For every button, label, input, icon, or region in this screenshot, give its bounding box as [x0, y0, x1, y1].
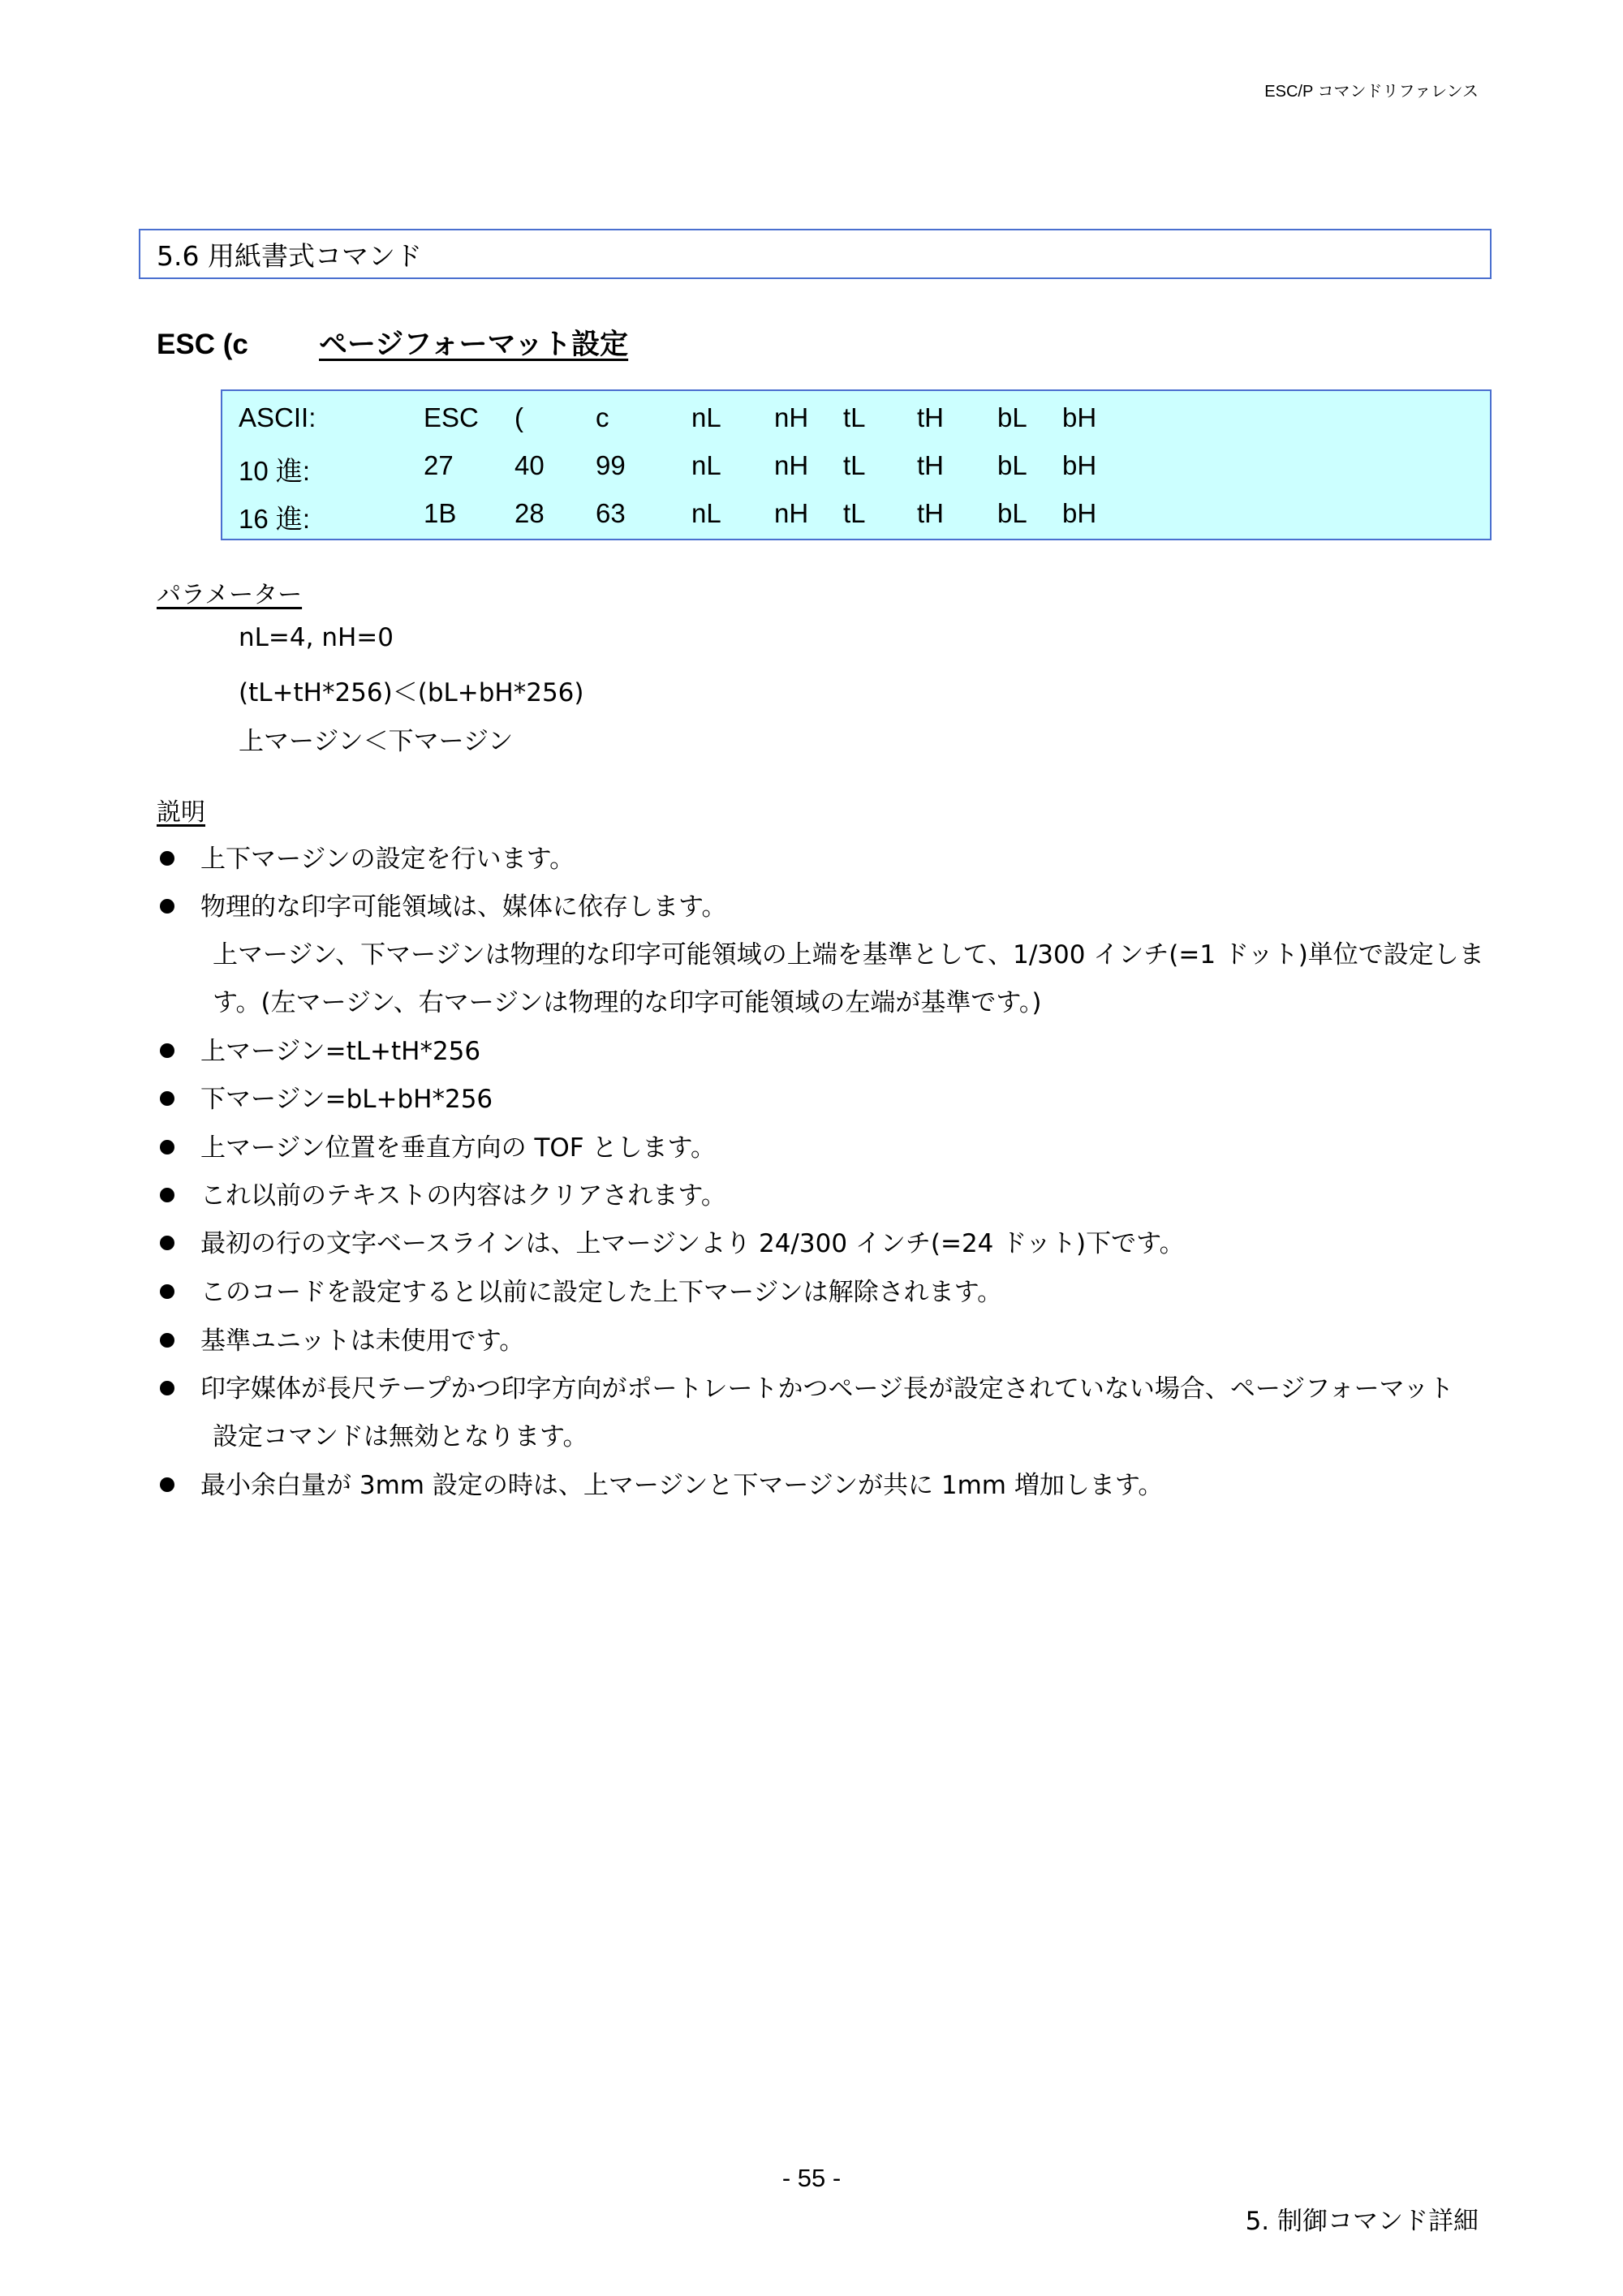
code-cell: ( [514, 402, 523, 432]
bullet-icon [160, 1284, 174, 1299]
code-cell: 40 [514, 450, 545, 480]
list-item [157, 1030, 480, 1067]
bullet-icon [160, 1381, 174, 1395]
bullet-icon [160, 1188, 174, 1202]
parameter-line: 上マージン＜下マージン [239, 727, 514, 756]
code-cell: 27 [424, 450, 454, 480]
code-cell: tL [843, 402, 866, 432]
code-cell: 63 [596, 498, 626, 528]
list-item-text: 最小余白量が 3mm 設定の時は、上マージンと下マージンが共に 1mm 増加します。 [200, 1471, 1164, 1500]
bullet-icon [160, 1140, 174, 1154]
description-heading: 説明 [157, 798, 205, 827]
code-cell: bL [997, 450, 1027, 480]
bullet-icon [160, 1333, 174, 1348]
bullet-icon [160, 1477, 174, 1492]
list-item-text: これ以前のテキストの内容はクリアされます。 [200, 1181, 726, 1210]
code-cell: tH [917, 450, 944, 480]
list-item [157, 1368, 1453, 1404]
parameters-heading: パラメーター [157, 581, 303, 609]
list-item [157, 1320, 524, 1357]
bullet-icon [160, 1043, 174, 1058]
bullet-icon [160, 851, 174, 866]
code-cell: nH [774, 402, 809, 432]
code-cell: tL [843, 498, 866, 528]
code-cell: bH [1062, 450, 1097, 480]
code-cell: 1B [424, 498, 457, 528]
command-name: ページフォーマット設定 [319, 329, 629, 361]
list-item-text: 最初の行の文字ベースラインは、上マージンより 24/300 インチ(=24 ドット)下です。 [200, 1229, 1185, 1258]
section-heading-box [139, 229, 1492, 279]
list-item [157, 1078, 493, 1115]
code-cell: tH [917, 402, 944, 432]
list-item-text: このコードを設定すると以前に設定した上下マージンは解除されます。 [200, 1278, 1003, 1307]
command-title [157, 322, 628, 363]
list-item [157, 1175, 726, 1211]
list-item [157, 1127, 716, 1163]
section-title: 5.6 用紙書式コマンド [157, 239, 422, 272]
command-code: ESC (c [157, 329, 248, 360]
code-cell: 99 [596, 450, 626, 480]
list-item-text: 上下マージンの設定を行います。 [200, 845, 575, 874]
page-number: - 55 - [781, 2164, 842, 2192]
code-row-label: 16 進: [239, 504, 311, 534]
list-item-text: 下マージン=bL+bH*256 [200, 1085, 493, 1114]
code-row-label: ASCII: [239, 402, 316, 432]
list-item-continuation: 上マージン、下マージンは物理的な印字可能領域の上端を基準として、1/300 インチ(=1 ドット)単位で設定しま [213, 940, 1484, 970]
parameter-line: (tL+tH*256)＜(bL+bH*256) [239, 678, 584, 707]
list-item [157, 838, 575, 875]
list-item-text: 物理的な印字可能領域は、媒体に依存します。 [200, 892, 727, 922]
bullet-icon [160, 899, 174, 914]
code-cell: nL [691, 498, 721, 528]
bullet-icon [160, 1091, 174, 1106]
code-cell: bL [997, 498, 1027, 528]
list-item-text: 上マージン位置を垂直方向の TOF とします。 [200, 1133, 716, 1163]
code-cell: nL [691, 450, 721, 480]
list-item [157, 1271, 1002, 1308]
code-cell: nL [691, 402, 721, 432]
list-item-continuation: す。(左マージン、右マージンは物理的な印字可能領域の左端が基準です。) [213, 988, 1042, 1017]
list-item-continuation: 設定コマンドは無効となります。 [213, 1422, 588, 1451]
code-row-label: 10 進: [239, 456, 311, 486]
list-item [157, 1223, 1185, 1259]
code-cell: bH [1062, 498, 1097, 528]
list-item-text: 上マージン=tL+tH*256 [200, 1037, 481, 1066]
code-cell: nH [774, 498, 809, 528]
code-cell: bL [997, 402, 1027, 432]
parameter-line: nL=4, nH=0 [239, 623, 394, 652]
code-cell: tL [843, 450, 866, 480]
list-item-text: 基準ユニットは未使用です。 [200, 1326, 525, 1356]
list-item-text: 印字媒体が長尺テープかつ印字方向がポートレートかつページ長が設定されていない場合、ページフォーマット [200, 1374, 1454, 1404]
code-cell: tH [917, 498, 944, 528]
footer-chapter: 5. 制御コマンド詳細 [1245, 2207, 1479, 2236]
code-cell: c [596, 402, 609, 432]
code-cell: 28 [514, 498, 545, 528]
code-cell: nH [774, 450, 809, 480]
code-cell: bH [1062, 402, 1097, 432]
bullet-icon [160, 1236, 174, 1250]
code-cell: ESC [424, 402, 479, 432]
list-item [157, 1464, 1163, 1501]
list-item [157, 886, 727, 922]
running-header: ESC/P コマンドリファレンス [1264, 83, 1479, 101]
command-code-table [221, 389, 1492, 540]
